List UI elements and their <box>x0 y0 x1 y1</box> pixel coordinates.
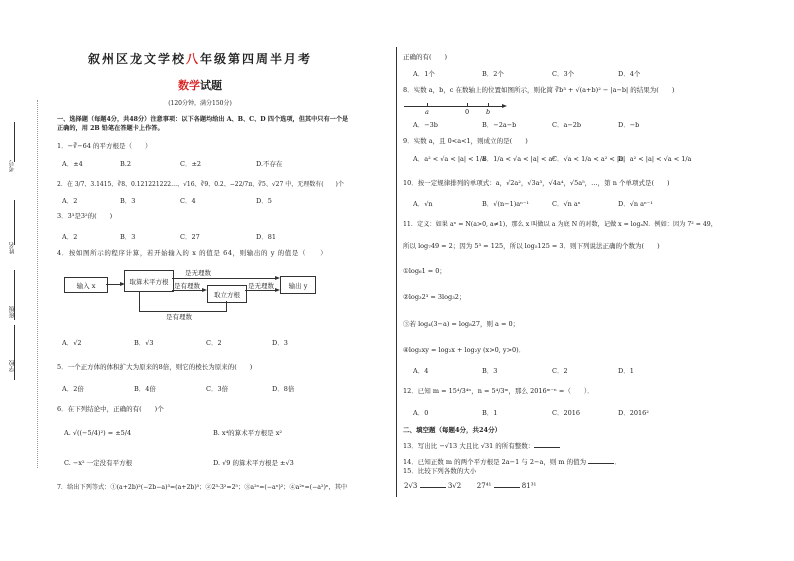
q7-option-c: C．3个 <box>552 70 575 78</box>
q8-option-d: D．−b <box>618 121 640 129</box>
q11-item-3: ③若 log₄(3−a) = log₈27，则 a = 0； <box>403 320 520 328</box>
q13 <box>403 443 560 450</box>
q15-comparisons <box>404 483 536 490</box>
q11-option-b: B．3 <box>482 367 498 375</box>
q9-option-d: D．a² < |a| < √a < 1/a <box>618 155 692 163</box>
q1-option-d: D.不存在 <box>256 160 283 168</box>
q11-item-1: ①log₆1 = 0； <box>403 267 446 275</box>
subject-name: 数学 <box>178 79 200 92</box>
q5-stem: 5．一个正方体的体积扩大为原来的8倍，则它的棱长为原来的( ) <box>57 363 253 371</box>
q8-option-c: C．a−2b <box>552 121 582 129</box>
q6-option-c: C. −x² 一定没有平方根 <box>64 459 133 467</box>
q11-option-a: A．4 <box>413 367 429 375</box>
q12-option-b: B．1 <box>482 409 498 417</box>
q10-stem: 10．按一定规律排列的单项式：a，√2a²，√3a³，√4a⁴，√5a⁵，…，第 n 个单项式是( ) <box>403 179 670 187</box>
q7-stem-continued: 正确的有( ) <box>403 53 448 61</box>
q2-stem: 2．在 3/7、3.1415、∛8、0.121221222…、√16、∛9、0.2、−22/7π、∛5、√27 中，无理数有( )个 <box>57 181 344 188</box>
q3-option-a: A．2 <box>62 233 78 241</box>
q2-option-b: B．3 <box>120 197 136 205</box>
flow-cbrt-box: 取立方根 <box>207 285 247 303</box>
q6-option-d: D. √9 的算术平方根是 ±√3 <box>213 459 294 467</box>
q12-stem: 12．已知 m = 15⁴/3⁴ⁿ，n = 5⁴/3ᵐ，那么 2016ᵐ⁻ⁿ =（ ）． <box>403 387 594 395</box>
q11-item-4: ④log₂xy = log₂x + log₂y (x>0, y>0)． <box>403 346 526 354</box>
q3-option-b: B．3 <box>120 233 136 241</box>
school-label: 学校 <box>9 360 16 372</box>
q4-option-c: C．2 <box>206 339 222 347</box>
flow-input-box: 输入 x <box>64 277 108 293</box>
flow-label-irrational-top: 是无理数 <box>185 269 211 277</box>
q3-option-d: D．81 <box>256 233 276 241</box>
binding-underline <box>14 122 15 162</box>
class-label: 班级 <box>9 306 16 318</box>
q8-option-a: A．−3b <box>413 121 438 129</box>
q4-option-d: D．3 <box>272 339 288 347</box>
q15-stem: 15．比较下列各数的大小 <box>403 467 477 475</box>
q14-end: ． <box>614 458 621 466</box>
section1-line2: 正确的，用 2B 铅笔在答题卡上作答。 <box>57 125 164 132</box>
q10-option-c: C．√n aⁿ <box>552 200 581 208</box>
q4-option-b: B．√3 <box>134 339 154 347</box>
q7-option-d: D．4个 <box>618 70 641 78</box>
q11-stem: 11．定义：如果 aˣ = N(a>0, a≠1)，那么 x 叫做以 a 为底 N 的对数，记做 x = logₐN．例如：因为 7² = 49， <box>403 221 717 228</box>
q6-option-b: B. x⁴的算术平方根是 x² <box>213 429 283 437</box>
axis-label-b: b <box>486 108 491 116</box>
q7-option-a: A．1个 <box>413 70 435 78</box>
q15-blank-1[interactable] <box>420 487 446 488</box>
q11-option-d: D．1 <box>618 367 634 375</box>
q5-option-c: C．3倍 <box>206 385 229 393</box>
q7-stem: 7．给出下列等式：①(a+2b)²(−2b−a)³=(a+2b)⁵；②2³·3²=2⁵；③a²ⁿ=(−aⁿ)²；④a²ⁿ=(−a²)ⁿ，其中 <box>57 484 348 491</box>
q12-option-d: D．2016² <box>618 409 649 417</box>
q11-item-2: ②log₃2³ = 3log₃2； <box>403 293 466 301</box>
flow-output-box: 输出 y <box>280 276 316 294</box>
q15-a1: 2√3 <box>404 482 418 490</box>
q5-option-b: B．4倍 <box>134 385 156 393</box>
q12-option-c: C．2016 <box>552 409 581 417</box>
q15-a2: 3√2 <box>447 482 462 490</box>
title-part: 叙州区龙文学校 <box>87 52 186 66</box>
q4-stem: 4．按如图所示的程序计算，若开始输入的 x 的值是 64，则输出的 y 的值是（ ） <box>57 249 328 257</box>
exam-number-label: 考号 <box>9 160 16 172</box>
q10-option-d: D．√n aⁿ⁻¹ <box>618 200 653 208</box>
axis-label-0: 0 <box>465 108 470 116</box>
flow-label-rational-mid: 是有理数 <box>174 282 200 290</box>
q1-option-c: C．±2 <box>180 160 202 168</box>
section1-line1: 一、选择题（每题4分，共48分）注意事项：以下各题均给出 A、B、C、D 四个选项，但其中只有一个是 <box>57 116 349 123</box>
q2-option-c: C．4 <box>180 197 196 205</box>
q15-b2: 81³¹ <box>521 482 537 490</box>
q8-option-b: B．−2a−b <box>482 121 517 129</box>
q10-option-a: A．√n <box>413 200 433 208</box>
q8-stem: 8．实数 a，b，c 在数轴上的位置如图所示，则化简 ∛b³ + √(a+b)² − |a−b| 的结果为( ) <box>403 86 675 94</box>
q14-stem: 14．已知正数 m 的两个平方根是 2a−1 与 2−a，则 m 的值为 <box>403 458 587 466</box>
axis-label-a: a <box>425 108 429 116</box>
q3-stem: 3．3³是3²的( ) <box>57 212 113 220</box>
section2-heading: 二、填空题（每题4分，共24分） <box>403 426 502 434</box>
flow-sqrt-box: 取算术平方根 <box>124 270 174 292</box>
q5-option-a: A．2倍 <box>62 385 84 393</box>
q1-stem: 1．−∛−64 的平方根是（ ） <box>57 142 152 150</box>
q2-option-a: A．2 <box>62 197 78 205</box>
column-divider <box>396 47 397 497</box>
q10-option-b: B．√(n−1)aⁿ⁻¹ <box>482 200 529 208</box>
q6-stem: 6．在下列结论中，正确的有( )个 <box>57 405 164 413</box>
q5-option-d: D．8倍 <box>272 385 295 393</box>
q4-option-a: A．√2 <box>62 339 82 347</box>
q15-blank-2[interactable] <box>494 487 520 488</box>
q14 <box>403 459 621 466</box>
q1-option-a: A．±4 <box>62 160 83 168</box>
q3-option-c: C．27 <box>180 233 200 241</box>
q15-b1: 27⁴¹ <box>476 482 492 490</box>
q12-option-a: A．0 <box>413 409 429 417</box>
title-grade: 八 <box>185 52 200 66</box>
q9-option-b: B．1/a < √a < |a| < a² <box>482 155 555 163</box>
q2-option-d: D．5 <box>256 197 272 205</box>
q9-option-a: A．a² < √a < |a| < 1/a <box>413 155 486 163</box>
binding-dotted-line <box>37 100 38 468</box>
binding-underline <box>14 200 15 245</box>
q11-option-c: C．2 <box>552 367 568 375</box>
q14-answer-blank[interactable] <box>588 463 614 464</box>
flow-label-rational-bottom: 是有理数 <box>166 313 192 321</box>
q6-option-a: A. √((−5/4)²) = ±5/4 <box>64 429 132 437</box>
q13-stem: 13．写出比 −√13 大且比 √31 的所有整数： <box>403 442 535 450</box>
q7-option-b: B．2个 <box>482 70 504 78</box>
page-title <box>0 53 400 65</box>
flow-label-irrational-right: 是无理数 <box>248 282 274 290</box>
time-score: (120分钟，满分150分) <box>168 100 232 107</box>
q1-option-b: B.2 <box>120 160 131 168</box>
q13-answer-blank[interactable] <box>534 447 560 448</box>
q9-stem: 9．实数 a，且 0<a<1，则成立的是( ) <box>403 137 528 145</box>
q9-option-c: C．√a < 1/a < a² < |a| <box>552 155 626 163</box>
title-part: 年级第四周半月考 <box>200 52 313 66</box>
q11-stem-continued: 所以 log₇49 = 2；因为 5³ = 125，所以 log₅125 = 3．则下列说法正确的个数为( ) <box>403 242 660 250</box>
name-label: 姓名 <box>9 242 16 254</box>
subject-rest: 试题 <box>200 79 222 92</box>
subject-title <box>0 80 400 91</box>
